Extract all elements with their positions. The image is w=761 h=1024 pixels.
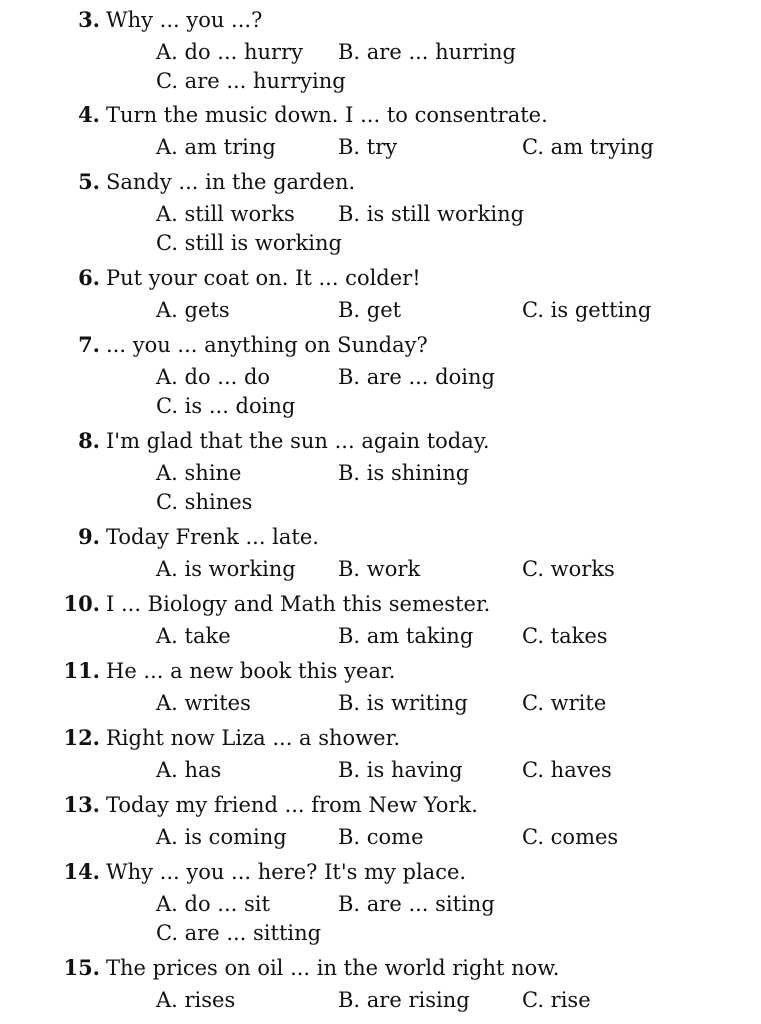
option-c: C. rise [522,988,591,1012]
question-stem [0,790,478,820]
option-b: B. are ... doing [338,365,495,389]
question-stem [0,100,548,130]
question-text: ... you ... anything on Sunday? [106,333,428,357]
option-c: C. are ... sitting [156,921,322,945]
option-c: C. is getting [522,298,652,322]
option-b: B. are ... hurring [338,40,516,64]
option-a: A. has [156,758,222,782]
option-b: B. come [338,825,424,849]
question-text: Today my friend ... from New York. [106,793,478,817]
question-stem [0,167,355,197]
option-a: A. writes [156,691,251,715]
option-a: A. rises [156,988,236,1012]
question-text: The prices on oil ... in the world right now. [106,956,560,980]
question-text: Right now Liza ... a shower. [106,726,400,750]
question-text: I'm glad that the sun ... again today. [106,429,490,453]
option-c: C. write [522,691,607,715]
question-number: 11. [63,658,100,683]
question-stem [0,723,400,753]
option-b: B. is still working [338,202,525,226]
option-b: B. am taking [338,624,474,648]
option-c: C. are ... hurrying [156,69,346,93]
question-stem [0,522,319,552]
option-c: C. haves [522,758,612,782]
question-number: 5. [78,169,100,194]
question-text: Turn the music down. I ... to consentrate. [106,103,548,127]
option-b: B. try [338,135,398,159]
option-a: A. is coming [156,825,287,849]
question-text: Why ... you ... here? It's my place. [106,860,467,884]
question-stem [0,330,428,360]
option-c: C. comes [522,825,619,849]
option-b: B. are ... siting [338,892,495,916]
option-b: B. is having [338,758,463,782]
question-number: 6. [78,265,100,290]
question-number: 3. [78,7,100,32]
question-number: 4. [78,102,100,127]
question-stem [0,426,490,456]
question-stem [0,5,262,35]
option-b: B. work [338,557,421,581]
option-b: B. is shining [338,461,470,485]
option-c: C. still is working [156,231,342,255]
option-c: C. works [522,557,615,581]
option-c: C. is ... doing [156,394,296,418]
option-a: A. do ... do [156,365,271,389]
question-text: Put your coat on. It ... colder! [106,266,421,290]
option-b: B. is writing [338,691,468,715]
option-c: C. am trying [522,135,654,159]
question-stem [0,857,466,887]
question-number: 9. [78,524,100,549]
question-text: I ... Biology and Math this semester. [106,592,491,616]
question-number: 12. [63,725,100,750]
question-stem [0,263,421,293]
question-text: Sandy ... in the garden. [106,170,356,194]
question-number: 7. [78,332,100,357]
option-a: A. am tring [156,135,276,159]
option-b: B. get [338,298,402,322]
question-number: 13. [63,792,100,817]
question-text: Why ... you ...? [106,8,263,32]
option-a: A. do ... hurry [156,40,303,64]
option-a: A. shine [156,461,242,485]
option-c: C. shines [156,490,253,514]
question-number: 14. [63,859,100,884]
question-stem [0,589,490,619]
question-text: He ... a new book this year. [106,659,396,683]
option-b: B. are rising [338,988,470,1012]
question-number: 10. [63,591,100,616]
option-a: A. gets [156,298,230,322]
option-a: A. is working [156,557,296,581]
question-number: 15. [63,955,100,980]
option-a: A. take [156,624,231,648]
option-c: C. takes [522,624,608,648]
question-number: 8. [78,428,100,453]
question-stem [0,656,395,686]
option-a: A. do ... sit [156,892,270,916]
question-stem [0,953,559,983]
option-a: A. still works [156,202,295,226]
question-text: Today Frenk ... late. [106,525,319,549]
